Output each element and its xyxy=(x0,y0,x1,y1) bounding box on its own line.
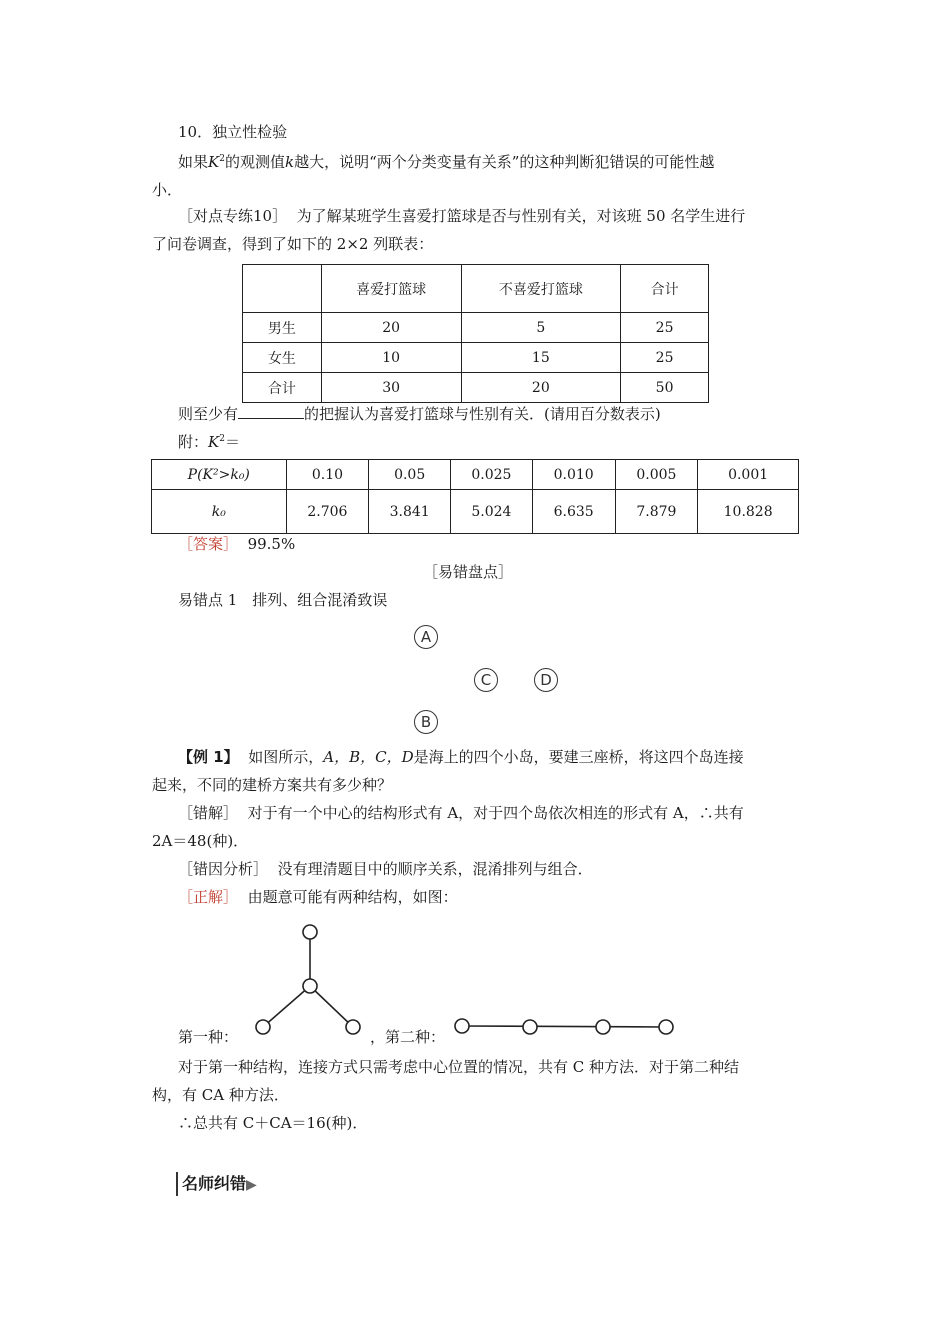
table-row xyxy=(243,313,709,343)
table-header-cell: 合计 xyxy=(621,265,709,313)
node xyxy=(596,1020,610,1034)
result-text-cont: 构，有 CA 种方法． xyxy=(152,1086,289,1104)
table-cell: 20 xyxy=(461,373,621,403)
node xyxy=(256,1020,270,1034)
appendix-formula: 附：$K^2=$ xyxy=(178,433,240,451)
table-row xyxy=(243,373,709,403)
critical-value-table xyxy=(151,459,799,534)
table-cell: 30 xyxy=(321,373,461,403)
table-cell: 15 xyxy=(461,343,621,373)
table-cell: 合计 xyxy=(243,373,322,403)
node xyxy=(303,925,317,939)
play-arrow-icon: ▶ xyxy=(246,1177,257,1193)
edge xyxy=(310,986,353,1027)
table-cell: 10 xyxy=(321,343,461,373)
table-cell: 6.635 xyxy=(532,490,615,534)
second-kind-label: ，第二种： xyxy=(370,1028,446,1046)
table-cell: 5 xyxy=(461,313,621,343)
first-kind-label: 第一种： xyxy=(178,1028,239,1046)
table-cell: 20 xyxy=(321,313,461,343)
error-cause: ［错因分析］ 没有理清题目中的顺序关系，混淆排列与组合． xyxy=(178,860,593,878)
node xyxy=(523,1020,537,1034)
table-cell: k₀ xyxy=(152,490,287,534)
result-text: 对于第一种结构，连接方式只需考虑中心位置的情况，共有 C 种方法．对于第二种结 xyxy=(178,1058,740,1076)
contingency-table xyxy=(242,264,709,403)
table-cell: 7.879 xyxy=(615,490,698,534)
table-cell: 2.706 xyxy=(286,490,369,534)
table-cell: 25 xyxy=(621,343,709,373)
answer-blank xyxy=(238,404,304,419)
table-cell: 3.841 xyxy=(369,490,451,534)
table-header-cell: 喜爱打篮球 xyxy=(321,265,461,313)
example-question-cont: 起来，不同的建桥方案共有多少种？ xyxy=(152,776,393,794)
table-cell: 0.025 xyxy=(451,460,533,490)
node xyxy=(659,1020,673,1034)
node xyxy=(346,1020,360,1034)
exercise-question: 则至少有 的把握认为喜爱打篮球与性别有关．(请用百分数表示) xyxy=(178,405,661,423)
node-center xyxy=(303,979,317,993)
island-d: D xyxy=(534,668,558,692)
table-cell: 50 xyxy=(621,373,709,403)
answer-line: ［答案］ 99.5% xyxy=(178,535,296,553)
section-paragraph: 如果$K^2$的观测值k越大，说明“两个分类变量有关系”的这种判断犯错误的可能性越 xyxy=(178,153,715,171)
table-cell: 女生 xyxy=(243,343,322,373)
island-b: B xyxy=(414,710,438,734)
island-c: C xyxy=(474,668,498,692)
mistake-point-title: 易错点 1 排列、组合混淆致误 xyxy=(178,591,388,609)
section-heading: 10．独立性检验 xyxy=(178,123,288,141)
wrong-solution-cont: 2A＝48(种)． xyxy=(152,832,249,850)
table-cell: 0.010 xyxy=(532,460,615,490)
table-header-cell xyxy=(243,265,322,313)
table-cell: 25 xyxy=(621,313,709,343)
node xyxy=(455,1019,469,1033)
exercise-intro-cont: 了问卷调查，得到了如下的 2×2 列联表： xyxy=(152,235,434,253)
edge xyxy=(462,1026,666,1027)
table-row xyxy=(243,343,709,373)
table-cell: P(K²>k₀) xyxy=(152,460,287,490)
total-text: ∴总共有 C＋CA＝16(种)． xyxy=(178,1114,368,1132)
table-cell: 5.024 xyxy=(451,490,533,534)
chain-structure-diagram xyxy=(450,1014,680,1040)
mistakes-heading: ［易错盘点］ xyxy=(423,563,514,581)
correct-solution: ［正解］ 由题意可能有两种结构，如图： xyxy=(178,888,458,906)
section-paragraph-cont: 小． xyxy=(152,181,183,199)
edge xyxy=(263,986,310,1027)
table-row xyxy=(152,490,799,534)
table-cell: 0.05 xyxy=(369,460,451,490)
exercise-intro: ［对点专练10］ 为了解某班学生喜爱打篮球是否与性别有关，对该班 50 名学生进行 xyxy=(178,207,746,225)
wrong-solution: ［错解］ 对于有一个中心的结构形式有 A，对于四个岛依次相连的形式有 A，∴共有 xyxy=(178,804,744,822)
table-cell: 男生 xyxy=(243,313,322,343)
island-a: A xyxy=(414,625,438,649)
table-cell: 0.10 xyxy=(286,460,369,490)
table-header-cell: 不喜爱打篮球 xyxy=(461,265,621,313)
table-cell: 10.828 xyxy=(698,490,799,534)
teacher-tip-heading: 名师纠错▶ xyxy=(176,1172,257,1196)
example-question: 【例 1】 如图所示，A，B，C，D是海上的四个小岛，要建三座桥，将这四个岛连接 xyxy=(178,748,744,766)
table-cell: 0.005 xyxy=(615,460,698,490)
table-row xyxy=(152,460,799,490)
star-structure-diagram xyxy=(250,920,370,1040)
table-cell: 0.001 xyxy=(698,460,799,490)
